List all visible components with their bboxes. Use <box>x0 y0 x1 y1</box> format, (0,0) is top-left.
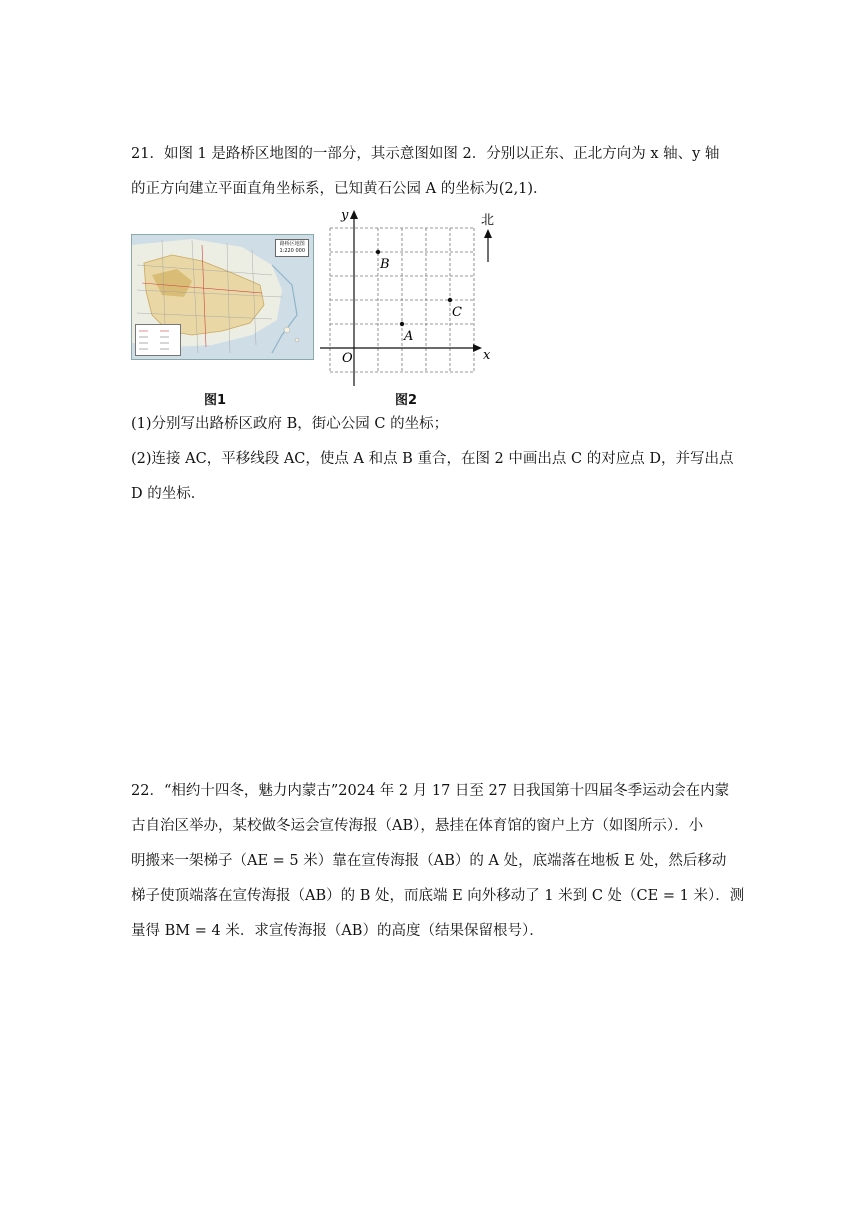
map-legend <box>135 324 181 356</box>
q21-part-2-continued: D 的坐标． <box>131 486 206 502</box>
q22-line-5: 量得 BM = 4 米．求宣传海报（AB）的高度（结果保留根号）． <box>131 923 544 939</box>
figure-1-caption: 图1 <box>204 393 227 408</box>
point-b-label: B <box>380 257 390 272</box>
x-axis-arrow <box>473 344 482 352</box>
q22-line-3: 明搬来一架梯子（AE = 5 米）靠在宣传海报（AB）的 A 处，底端落在地板 E 处，然后移动 <box>131 853 727 869</box>
q21-part-1: (1)分别写出路桥区政府 B，街心公园 C 的坐标； <box>131 416 449 432</box>
q21-part-2: (2)连接 AC，平移线段 AC，使点 A 和点 B 重合，在图 2 中画出点 C 的对应点 D，并写出点 <box>131 451 734 467</box>
point-c-label: C <box>452 305 462 320</box>
q22-line-4: 梯子使顶端落在宣传海报（AB）的 B 处，而底端 E 向外移动了 1 米到 C 处（CE = 1 米）．测 <box>131 888 745 904</box>
point-a-label: A <box>404 329 414 344</box>
luqiao-district-map-figure <box>131 234 314 360</box>
point-a <box>400 322 404 326</box>
origin-label: O <box>342 351 353 366</box>
north-arrow-head <box>484 229 492 238</box>
grid-points <box>376 250 462 344</box>
q22-line-1: 22．“相约十四冬，魅力内蒙古”2024 年 2 月 17 日至 27 日我国第十四届冬季运动会在内蒙 <box>131 783 730 799</box>
q21-line-2: 的正方向建立平面直角坐标系，已知黄石公园 A 的坐标为(2,1)． <box>131 181 548 197</box>
north-label: 北 <box>481 213 495 228</box>
y-axis-arrow <box>350 210 358 219</box>
map-scale: 1:220 000 <box>279 248 305 254</box>
question-22 <box>131 774 745 949</box>
point-b <box>376 250 380 254</box>
question-21 <box>131 137 731 207</box>
map-title-box <box>275 239 309 257</box>
q21-line-1: 21．如图 1 是路桥区地图的一部分，其示意图如图 2．分别以正东、正北方向为 x 轴、y 轴 <box>131 146 720 162</box>
coordinate-grid-figure <box>316 204 496 389</box>
x-axis-label: x <box>483 348 491 363</box>
q22-line-2: 古自治区举办，某校做冬运会宣传海报（AB），悬挂在体育馆的窗户上方（如图所示）．小 <box>131 818 704 834</box>
map-title: 路桥区地图 <box>279 241 305 247</box>
point-c <box>448 298 452 302</box>
figure-2-caption: 图2 <box>395 393 418 408</box>
y-axis-label: y <box>341 208 349 223</box>
